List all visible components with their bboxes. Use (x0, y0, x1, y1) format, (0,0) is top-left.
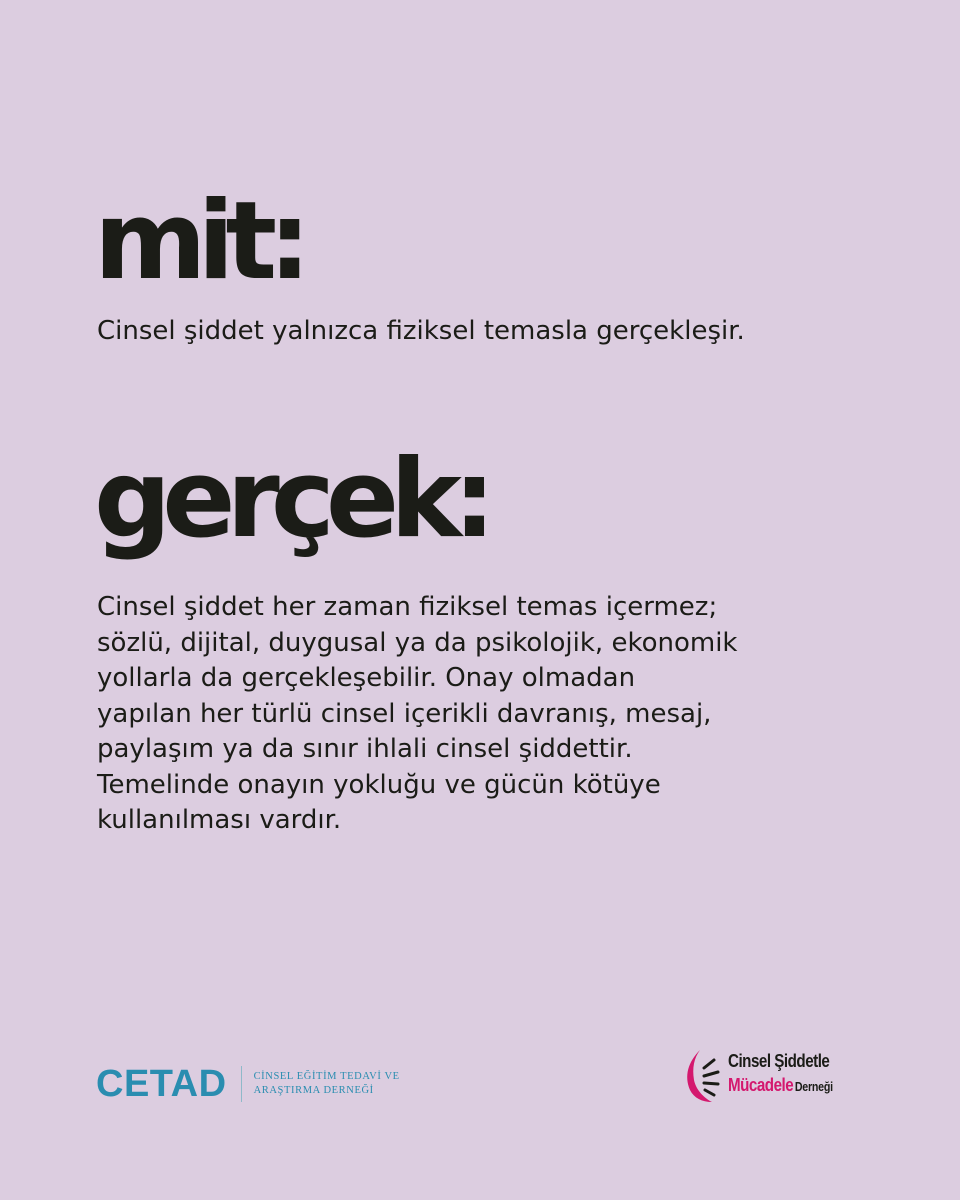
fact-line: kullanılması vardır. (97, 805, 342, 835)
fact-line: paylaşım ya da sınır ihlali cinsel şiddettir. (97, 734, 633, 764)
csmd-logo (680, 1044, 860, 1106)
csmd-name-line2 (728, 1074, 833, 1096)
fact-line: Cinsel şiddet her zaman fiziksel temas içermez; (97, 592, 718, 622)
cetad-wordmark: CETAD (96, 1063, 227, 1105)
csmd-emblem-icon (680, 1046, 726, 1104)
cetad-subtitle-line: ARAŞTIRMA DERNEĞİ (253, 1085, 374, 1096)
cetad-subtitle (254, 1070, 400, 1098)
csmd-dernegi-word: Derneği (794, 1079, 833, 1094)
fact-line: sözlü, dijital, duygusal ya da psikolojik, ekonomik (97, 627, 738, 658)
fact-statement (97, 590, 827, 839)
logo-divider (241, 1066, 242, 1102)
fact-heading: gerçek: (94, 437, 488, 562)
myth-statement: Cinsel şiddet yalnızca fiziksel temasla gerçekleşir. (97, 316, 745, 346)
myth-heading: mit: (94, 179, 303, 304)
fact-line: Temelinde onayın yokluğu ve gücün kötüye (97, 769, 661, 800)
csmd-name-line1: Cinsel Şiddetle (728, 1050, 830, 1071)
cetad-logo (96, 1064, 400, 1104)
fact-line: yapılan her türlü cinsel içerikli davranış, mesaj, (97, 698, 712, 729)
csmd-accent-word: Mücadele (728, 1074, 794, 1095)
cetad-subtitle-line: CİNSEL EĞİTİM TEDAVİ VE (253, 1071, 400, 1082)
fact-line: yollarla da gerçekleşebilir. Onay olmadan (97, 663, 636, 693)
